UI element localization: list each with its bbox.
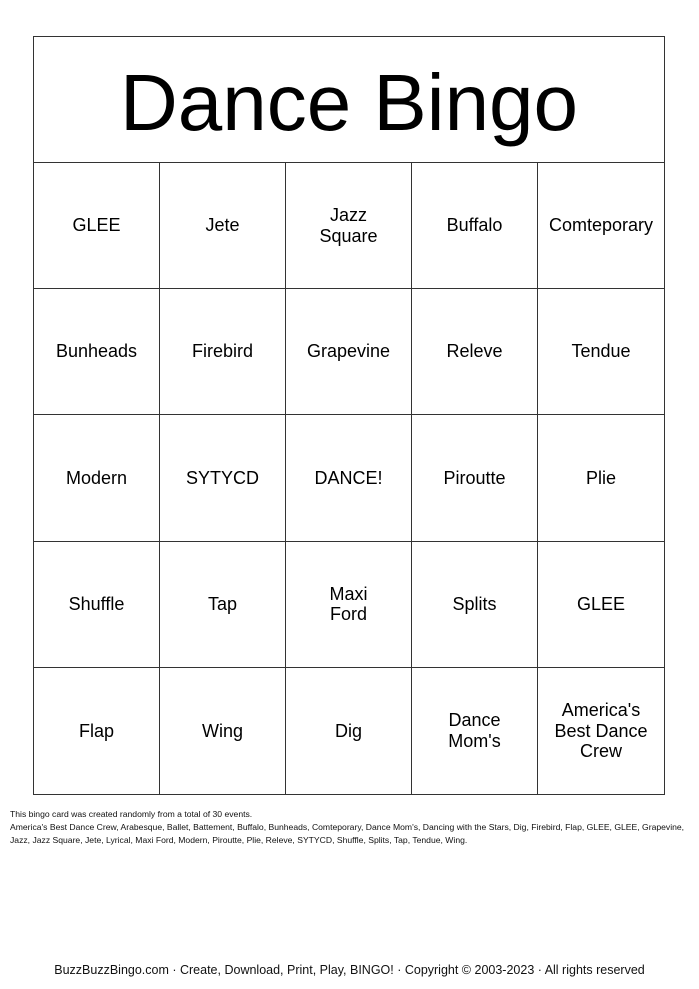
- info-event-list: America's Best Dance Crew, Arabesque, Ballet, Battement, Buffalo, Bunheads, Comteporary, Dance Mom's, Dancing with the Stars, Dig, Firebird, Flap, GLEE, GLEE, Grapevine, Jazz, Jazz Square, Jete, Lyrical, Maxi Ford, Modern, Piroutte, Plie, Releve, SYTYCD, Shuffle, Splits, Tap, Tendue, Wing.: [10, 822, 685, 845]
- bingo-cell-text: [56, 341, 137, 362]
- bingo-cell-text: [307, 341, 390, 362]
- bingo-cell-text: [79, 721, 114, 742]
- bingo-cell-line: Piroutte: [443, 467, 506, 488]
- bingo-card: [33, 36, 665, 795]
- bingo-cell-text: [186, 468, 259, 489]
- bingo-cell: [412, 668, 538, 794]
- bingo-cell: [34, 668, 160, 794]
- bingo-cell-line: GLEE: [72, 215, 121, 236]
- bingo-cell: [160, 668, 286, 794]
- bingo-cell: [538, 163, 664, 289]
- bingo-cell: [160, 163, 286, 289]
- bingo-cell-line: Flap: [78, 720, 114, 741]
- site-footer: BuzzBuzzBingo.com · Create, Download, Print, Play, BINGO! · Copyright © 2003-2023 · All rights reserved: [54, 963, 645, 977]
- bingo-cell-line: Dig: [334, 720, 362, 741]
- bingo-cell-line: America's: [561, 699, 641, 720]
- bingo-cell-text: [446, 341, 502, 362]
- bingo-cell: [286, 415, 412, 541]
- bingo-cell-text: [554, 700, 647, 762]
- bingo-cell: [538, 668, 664, 794]
- bingo-cell-line: Splits: [452, 593, 497, 614]
- card-info: [10, 808, 685, 847]
- bingo-cell-line: Grapevine: [306, 341, 391, 362]
- bingo-cell-text: [447, 215, 503, 236]
- bingo-cell-line: Shuffle: [68, 593, 125, 614]
- bingo-cell-line: SYTYCD: [185, 467, 259, 488]
- bingo-cell-text: [452, 594, 496, 615]
- bingo-cell-text: [335, 721, 362, 742]
- bingo-cell: [286, 289, 412, 415]
- bingo-cell: [538, 415, 664, 541]
- bingo-cell: [538, 289, 664, 415]
- bingo-cell-line: Plie: [585, 467, 616, 488]
- bingo-cell-line: DANCE!: [314, 467, 383, 488]
- bingo-cell-text: [192, 341, 253, 362]
- bingo-cell-text: [577, 594, 625, 615]
- bingo-cell-line: Tap: [207, 593, 238, 614]
- bingo-cell: [34, 415, 160, 541]
- bingo-cell-line: Buffalo: [446, 215, 503, 236]
- bingo-cell: [412, 542, 538, 668]
- bingo-cell-line: Best Dance: [554, 720, 648, 741]
- bingo-cell-text: [205, 215, 239, 236]
- bingo-cell-text: [69, 594, 125, 615]
- bingo-cell-line: Tendue: [571, 341, 631, 362]
- bingo-cell: [160, 289, 286, 415]
- bingo-cell: [34, 289, 160, 415]
- bingo-cell-line: Comteporary: [548, 215, 654, 236]
- bingo-cell-line: Bunheads: [55, 341, 138, 362]
- bingo-grid: [34, 163, 664, 794]
- info-summary: This bingo card was created randomly from a total of 30 events.: [10, 809, 253, 819]
- bingo-cell-line: Jazz: [329, 204, 367, 225]
- bingo-cell-line: Ford: [329, 604, 367, 625]
- bingo-cell: [412, 289, 538, 415]
- bingo-cell-line: Jete: [205, 215, 240, 236]
- bingo-cell: [538, 542, 664, 668]
- bingo-cell-text: [571, 341, 630, 362]
- bingo-cell-text: [443, 468, 505, 489]
- bingo-cell: [286, 668, 412, 794]
- bingo-cell-text: [549, 215, 653, 236]
- bingo-cell: [286, 163, 412, 289]
- bingo-cell-text: [202, 721, 243, 742]
- bingo-cell-text: [72, 215, 120, 236]
- bingo-cell: [34, 542, 160, 668]
- bingo-cell: [160, 542, 286, 668]
- bingo-cell-text: [208, 594, 237, 615]
- bingo-cell-text: [66, 468, 127, 489]
- bingo-cell-text: [586, 468, 616, 489]
- bingo-cell: [34, 163, 160, 289]
- bingo-cell: [160, 415, 286, 541]
- bingo-cell-text: [329, 584, 367, 625]
- bingo-cell-line: Firebird: [191, 341, 253, 362]
- bingo-cell-line: Modern: [65, 467, 128, 488]
- bingo-cell: [412, 415, 538, 541]
- bingo-cell-line: Dance: [448, 710, 501, 731]
- bingo-cell-text: [448, 710, 500, 751]
- bingo-cell-line: Wing: [201, 720, 243, 741]
- card-title: Dance Bingo: [119, 57, 579, 147]
- bingo-cell-text: [319, 205, 377, 246]
- bingo-cell-text: [314, 468, 382, 489]
- bingo-cell-line: Crew: [579, 741, 622, 762]
- bingo-cell-line: GLEE: [576, 593, 626, 614]
- bingo-cell-line: Mom's: [448, 730, 501, 751]
- title-row: [34, 37, 664, 163]
- bingo-cell-line: Releve: [446, 341, 503, 362]
- bingo-cell-line: Square: [319, 225, 378, 246]
- bingo-cell: [412, 163, 538, 289]
- bingo-cell: [286, 542, 412, 668]
- bingo-cell-line: Maxi: [329, 583, 368, 604]
